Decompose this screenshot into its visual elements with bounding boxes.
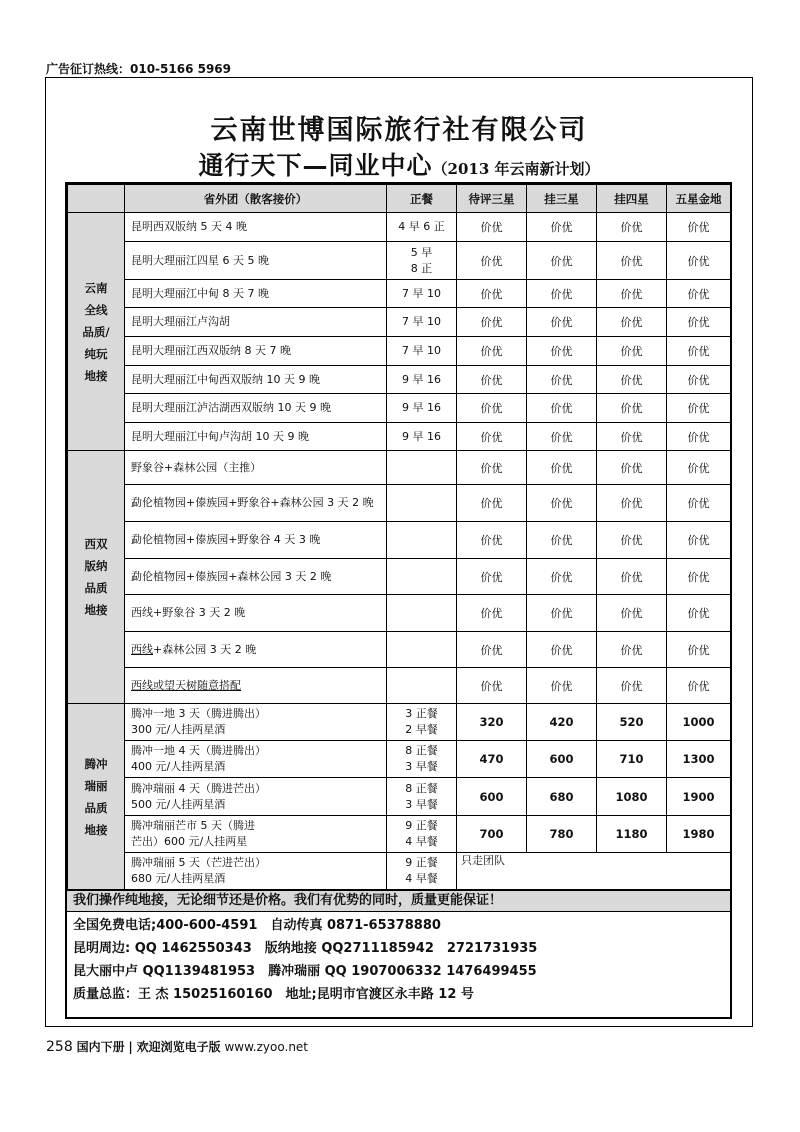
- meal-info: [387, 632, 457, 668]
- center-title-main: 通行天下—同业中心: [198, 151, 433, 180]
- price-cell: 价优: [527, 595, 597, 632]
- route-name: 西线或望天树随意搭配: [125, 668, 387, 704]
- header-3star: 挂三星: [527, 185, 597, 213]
- price-cell: 价优: [457, 280, 527, 308]
- price-cell: 价优: [527, 308, 597, 337]
- price-cell: 680: [527, 778, 597, 816]
- price-cell: 价优: [597, 423, 667, 451]
- price-cell: 价优: [527, 366, 597, 394]
- price-cell: 1000: [667, 704, 731, 741]
- price-cell: 价优: [527, 213, 597, 242]
- footer-separator: |: [128, 1040, 133, 1054]
- price-cell: 价优: [527, 394, 597, 423]
- price-cell: 价优: [667, 280, 731, 308]
- price-cell: 价优: [457, 394, 527, 423]
- price-cell: 价优: [457, 559, 527, 595]
- price-cell: 700: [457, 816, 527, 853]
- table-row: [68, 559, 731, 595]
- region-yunnan: 云南 全线 品质/ 纯玩 地接: [68, 213, 125, 451]
- price-cell: 1180: [597, 816, 667, 853]
- table-row: [68, 308, 731, 337]
- price-cell: 价优: [597, 595, 667, 632]
- route-name: 腾冲瑞丽芒市 5 天（腾进 芒出）600 元/人挂两星: [125, 816, 387, 853]
- price-cell: 价优: [597, 522, 667, 559]
- price-cell: 价优: [457, 213, 527, 242]
- footer-section: 国内下册: [76, 1040, 125, 1054]
- table-row: [68, 816, 731, 853]
- price-cell: 1900: [667, 778, 731, 816]
- table-row: [68, 451, 731, 485]
- meal-info: 7 早 10: [387, 308, 457, 337]
- price-cell: 价优: [667, 559, 731, 595]
- header-5star: 五星金地: [667, 185, 731, 213]
- price-cell: 价优: [597, 366, 667, 394]
- price-cell: 价优: [667, 394, 731, 423]
- route-name: 野象谷+森林公园（主推）: [125, 451, 387, 485]
- price-cell: 价优: [597, 308, 667, 337]
- route-name: 昆明大理丽江中甸西双版纳 10 天 9 晚: [125, 366, 387, 394]
- table-row: [68, 522, 731, 559]
- route-name: 勐伦植物园+傣族园+野象谷+森林公园 3 天 2 晚: [125, 485, 387, 522]
- price-cell: 520: [597, 704, 667, 741]
- price-cell: 价优: [527, 423, 597, 451]
- table-row: [68, 704, 731, 741]
- route-name: 勐伦植物园+傣族园+野象谷 4 天 3 晚: [125, 522, 387, 559]
- contact-line: 全国免费电话;400-600-4591 自动传真 0871-65378880: [73, 918, 441, 933]
- meal-info: [387, 522, 457, 559]
- route-name: 昆明大理丽江泸沽湖西双版纳 10 天 9 晚: [125, 394, 387, 423]
- price-table-box: [65, 182, 732, 1019]
- page-number: 258: [46, 1039, 73, 1055]
- route-name: 西线+野象谷 3 天 2 晚: [125, 595, 387, 632]
- region-tengchong: 腾冲 瑞丽 品质 地接: [68, 704, 125, 890]
- price-cell: 价优: [527, 485, 597, 522]
- table-row: [68, 423, 731, 451]
- price-cell: 价优: [457, 632, 527, 668]
- meal-info: 9 正餐 4 早餐: [387, 816, 457, 853]
- price-cell: 价优: [457, 451, 527, 485]
- price-cell: 价优: [667, 337, 731, 366]
- price-cell: 价优: [597, 451, 667, 485]
- footer-url[interactable]: www.zyoo.net: [224, 1040, 309, 1054]
- ad-frame: [45, 77, 753, 1027]
- price-cell: 价优: [597, 337, 667, 366]
- price-cell: 470: [457, 741, 527, 778]
- header-route: 省外团（散客接价）: [125, 185, 387, 213]
- price-cell: 价优: [597, 559, 667, 595]
- table-row: [68, 242, 731, 280]
- route-name: 昆明西双版纳 5 天 4 晚: [125, 213, 387, 242]
- price-cell: 价优: [527, 632, 597, 668]
- contact-line: 质量总监：王 杰 15025160160 地址;昆明市官渡区永丰路 12 号: [73, 987, 474, 1002]
- price-cell: 价优: [457, 242, 527, 280]
- contact-line: 昆大丽中卢 QQ1139481953 腾冲瑞丽 QQ 1907006332 1476499455: [73, 964, 537, 979]
- price-cell: 价优: [667, 632, 731, 668]
- route-name: 昆明大理丽江卢沟胡: [125, 308, 387, 337]
- header-pending-3star: 待评三星: [457, 185, 527, 213]
- table-row: [68, 485, 731, 522]
- price-cell: 价优: [667, 485, 731, 522]
- route-name: 昆明大理丽江四星 6 天 5 晚: [125, 242, 387, 280]
- table-row: [68, 366, 731, 394]
- meal-info: 9 早 16: [387, 366, 457, 394]
- meal-info: 9 正餐 4 早餐: [387, 853, 457, 890]
- price-cell: 320: [457, 704, 527, 741]
- route-name: 西线+森林公园 3 天 2 晚: [125, 632, 387, 668]
- route-name: 勐伦植物园+傣族园+森林公园 3 天 2 晚: [125, 559, 387, 595]
- table-row: [68, 632, 731, 668]
- meal-info: 7 早 10: [387, 337, 457, 366]
- price-cell: 价优: [527, 337, 597, 366]
- price-cell: 价优: [667, 595, 731, 632]
- price-cell: 1080: [597, 778, 667, 816]
- header-corner: [68, 185, 125, 213]
- route-name: 腾冲一地 3 天（腾进腾出） 300 元/人挂两星酒: [125, 704, 387, 741]
- price-cell: 价优: [527, 451, 597, 485]
- ad-hotline: 广告征订热线：010-5166 5969: [46, 62, 232, 76]
- meal-info: 9 早 16: [387, 423, 457, 451]
- center-title: [46, 146, 752, 182]
- price-cell: 价优: [667, 451, 731, 485]
- table-row: [68, 394, 731, 423]
- price-cell: 价优: [597, 632, 667, 668]
- price-cell: 780: [527, 816, 597, 853]
- contact-block: [73, 914, 537, 1006]
- price-cell: 价优: [597, 213, 667, 242]
- price-cell: 价优: [667, 668, 731, 704]
- table-row: [68, 741, 731, 778]
- price-cell: 价优: [457, 366, 527, 394]
- page-footer: [46, 1038, 308, 1055]
- meal-info: [387, 451, 457, 485]
- price-cell: 价优: [597, 668, 667, 704]
- meal-info: [387, 559, 457, 595]
- route-name: 昆明大理丽江西双版纳 8 天 7 晚: [125, 337, 387, 366]
- contact-line: 昆明周边: QQ 1462550343 版纳地接 QQ2711185942 2721731935: [73, 941, 538, 956]
- price-cell: 价优: [457, 337, 527, 366]
- price-cell: 价优: [667, 213, 731, 242]
- price-cell: 价优: [597, 485, 667, 522]
- price-cell: 价优: [457, 595, 527, 632]
- route-name: 昆明大理丽江中甸 8 天 7 晚: [125, 280, 387, 308]
- route-name: 腾冲瑞丽 5 天（芒进芒出） 680 元/人挂两星酒: [125, 853, 387, 890]
- table-header-row: [68, 185, 731, 213]
- table-row: [68, 337, 731, 366]
- price-cell: 价优: [457, 308, 527, 337]
- meal-info: 4 早 6 正: [387, 213, 457, 242]
- table-row: [68, 778, 731, 816]
- meal-info: 7 早 10: [387, 280, 457, 308]
- price-cell: 价优: [457, 485, 527, 522]
- meal-info: 8 正餐 3 早餐: [387, 778, 457, 816]
- price-cell: 价优: [527, 668, 597, 704]
- price-cell: 420: [527, 704, 597, 741]
- route-name: 腾冲瑞丽 4 天（腾进芒出） 500 元/人挂两星酒: [125, 778, 387, 816]
- header-meal: 正餐: [387, 185, 457, 213]
- meal-info: [387, 595, 457, 632]
- table-row: [68, 595, 731, 632]
- company-title: 云南世博国际旅行社有限公司: [210, 115, 588, 146]
- price-cell: 价优: [457, 423, 527, 451]
- price-cell: 价优: [597, 394, 667, 423]
- price-cell: 710: [597, 741, 667, 778]
- price-cell: 价优: [527, 242, 597, 280]
- route-name: 昆明大理丽江中甸卢沟胡 10 天 9 晚: [125, 423, 387, 451]
- table-row: [68, 668, 731, 704]
- price-cell: 价优: [667, 522, 731, 559]
- region-xishuangbanna: 西双 版纳 品质 地接: [68, 451, 125, 704]
- price-cell: 价优: [667, 423, 731, 451]
- price-cell: 价优: [667, 308, 731, 337]
- table-row: [68, 213, 731, 242]
- price-cell: 600: [527, 741, 597, 778]
- table-row: [68, 280, 731, 308]
- price-cell: 1300: [667, 741, 731, 778]
- meal-info: 3 正餐 2 早餐: [387, 704, 457, 741]
- price-cell: 价优: [667, 242, 731, 280]
- group-only-note: 只走团队: [457, 853, 731, 890]
- price-cell: 600: [457, 778, 527, 816]
- price-cell: 价优: [457, 668, 527, 704]
- meal-info: [387, 485, 457, 522]
- meal-info: 9 早 16: [387, 394, 457, 423]
- price-cell: 价优: [597, 280, 667, 308]
- price-cell: 价优: [527, 522, 597, 559]
- price-cell: 价优: [597, 242, 667, 280]
- meal-info: [387, 668, 457, 704]
- slogan-bar: 我们操作纯地接，无论细节还是价格。我们有优势的同时，质量更能保证！: [67, 890, 730, 912]
- meal-info: 8 正餐 3 早餐: [387, 741, 457, 778]
- price-cell: 价优: [527, 559, 597, 595]
- center-title-note: （2013 年云南新计划）: [432, 160, 600, 178]
- meal-info: 5 早 8 正: [387, 242, 457, 280]
- footer-text: 欢迎浏览电子版: [136, 1040, 221, 1054]
- price-cell: 价优: [667, 366, 731, 394]
- price-cell: 价优: [527, 280, 597, 308]
- table-row: [68, 853, 731, 890]
- price-cell: 1980: [667, 816, 731, 853]
- price-table: [67, 184, 731, 890]
- price-cell: 价优: [457, 522, 527, 559]
- route-name: 腾冲一地 4 天（腾进腾出） 400 元/人挂两星酒: [125, 741, 387, 778]
- header-4star: 挂四星: [597, 185, 667, 213]
